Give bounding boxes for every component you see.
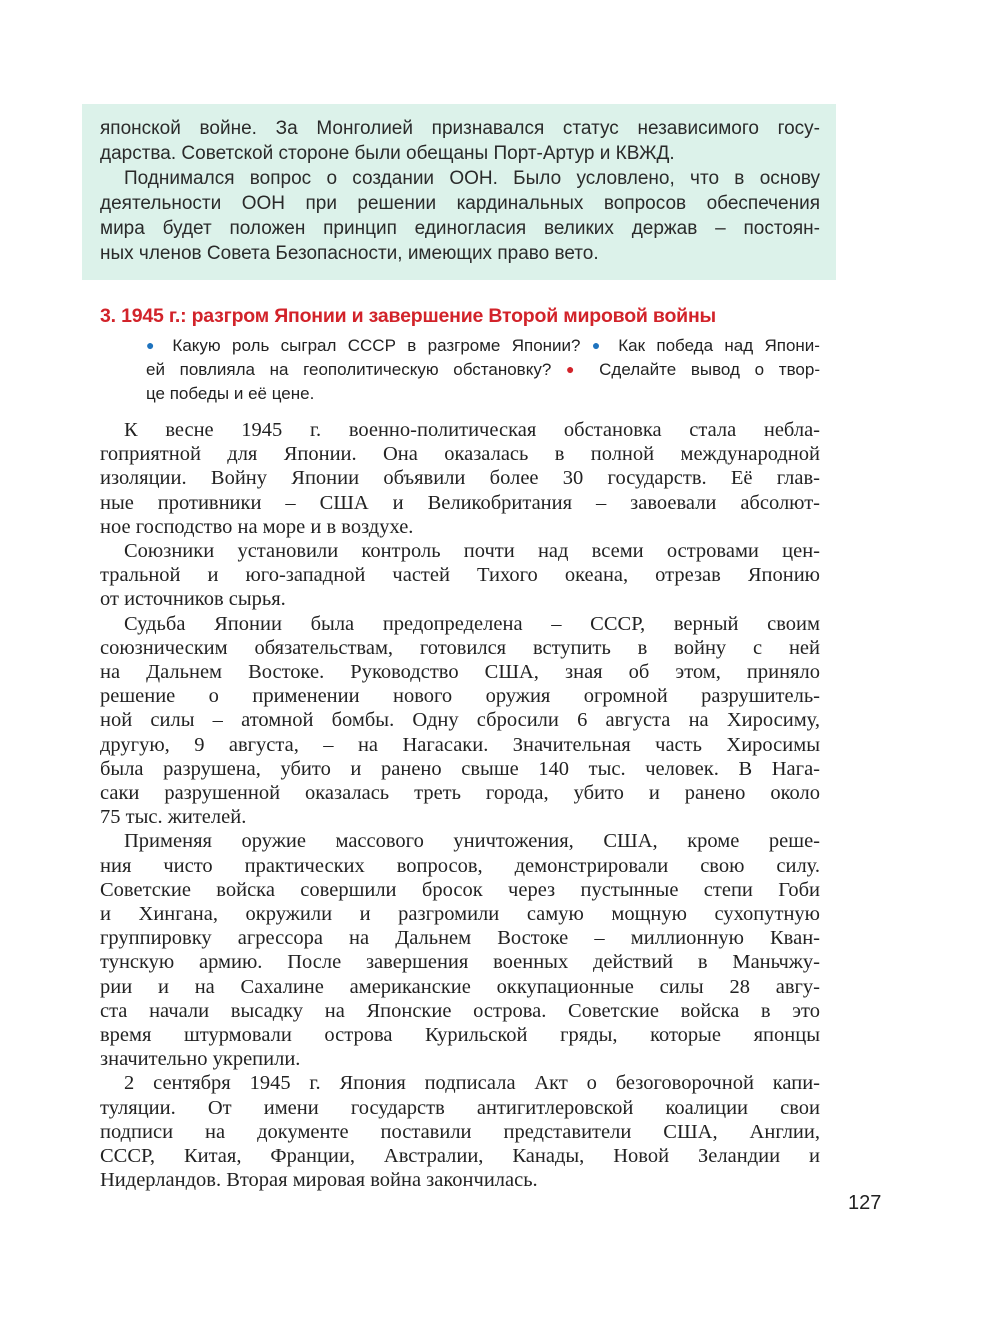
text-line: Судьба Японии была предопределена – СССР, верный своим [124, 612, 820, 635]
question: ей повлияла на геополитическую обстановку? [146, 360, 552, 379]
text-line: решение о применении нового оружия огромной разрушитель- [100, 685, 820, 708]
text-line: рии и на Сахалине американские оккупационные силы 28 авгу- [100, 975, 820, 998]
text-line: Применяя оружие массового уничтожения, США, кроме реше- [124, 830, 820, 853]
text-line: Союзники установили контроль почти над всеми островами цен- [124, 540, 820, 563]
text-line: от источников сырья. [100, 588, 286, 611]
bullet-icon: ● [566, 361, 585, 377]
text-line: гоприятной для Японии. Она оказалась в полной международной [100, 443, 820, 466]
text-line: группировку агрессора на Дальнем Востоке – миллионную Кван- [100, 927, 820, 950]
question: Сделайте вывод о твор- [599, 360, 820, 379]
section-questions [146, 334, 820, 406]
text-line: японской войне. За Монголией признавался статус независимого госу- [100, 118, 820, 139]
text-line: деятельности ООН при решении кардинальных вопросов обеспечения [100, 193, 820, 214]
text-line: тральной и юго-западной частей Тихого океана, отрезав Японию [100, 564, 820, 587]
text-line: ных членов Совета Безопасности, имеющих право вето. [100, 243, 599, 264]
text-line: подписи на документе поставили представители США, Англии, [100, 1120, 820, 1143]
question: це победы и её цене. [146, 384, 315, 403]
text-line: 2 сентября 1945 г. Япония подписала Акт о безоговорочной капи- [124, 1072, 820, 1095]
text-line: ные противники – США и Великобритания – завоевали абсолют- [100, 491, 820, 514]
section-heading: 3. 1945 г.: разгром Японии и завершение Второй мировой войны [100, 305, 716, 327]
text-line: дарства. Советской стороне были обещаны Порт-Артур и КВЖД. [100, 143, 675, 164]
text-line: значительно укрепили. [100, 1048, 301, 1071]
text-line: ста начали высадку на Японские острова. Советские войска в это [100, 999, 820, 1022]
text-line: была разрушена, убито и ранено свыше 140 тыс. человек. В Нага- [100, 757, 820, 780]
text-line: К весне 1945 г. военно-политическая обстановка стала небла- [124, 419, 820, 441]
text-line: на Дальнем Востоке. Руководство США, зная об этом, приняло [100, 661, 820, 684]
body-text [100, 418, 820, 1193]
page-number: 127 [848, 1192, 882, 1214]
text-line: другую, 9 августа, – на Нагасаки. Значительная часть Хиросимы [100, 733, 820, 756]
text-line: саки разрушенной оказалась треть города, убито и ранено около [100, 782, 820, 805]
text-line: мира будет положен принцип единогласия великих держав – постоян- [100, 218, 820, 239]
text-line: Поднимался вопрос о создании ООН. Было условлено, что в основу [124, 168, 820, 189]
text-line: время штурмовали острова Курильской гряды, которые японцы [100, 1024, 820, 1047]
text-line: туляции. От имени государств антигитлеровской коалиции свои [100, 1096, 820, 1119]
text-line: союзническим обязательствам, готовился вступить в войну с ней [100, 636, 820, 659]
text-line: ное господство на море и в воздухе. [100, 515, 414, 538]
text-line: 75 тыс. жителей. [100, 806, 247, 829]
info-box-text [100, 116, 820, 266]
text-line: и Хингана, окружили и разгромили самую мощную сухопутную [100, 903, 820, 926]
text-line: Нидерландов. Вторая мировая война закончилась. [100, 1169, 538, 1192]
bullet-icon: ● [146, 337, 162, 353]
bullet-icon: ● [591, 337, 607, 353]
text-line: ной силы – атомной бомбы. Одну сбросили 6 августа на Хиросиму, [100, 709, 820, 732]
text-line: Советские войска совершили бросок через пустынные степи Гоби [100, 878, 820, 901]
text-line: тунскую армию. После завершения военных действий в Маньчжу- [100, 951, 820, 974]
text-line: изоляции. Войну Японии объявили более 30 государств. Её глав- [100, 467, 820, 490]
text-line: СССР, Китая, Франции, Австралии, Канады, Новой Зеландии и [100, 1145, 820, 1168]
question: Какую роль сыграл СССР в разгроме Японии? [172, 336, 581, 355]
question: Как победа над Япони- [618, 336, 820, 355]
text-line: ния чисто практических вопросов, демонстрировали свою силу. [100, 854, 820, 877]
